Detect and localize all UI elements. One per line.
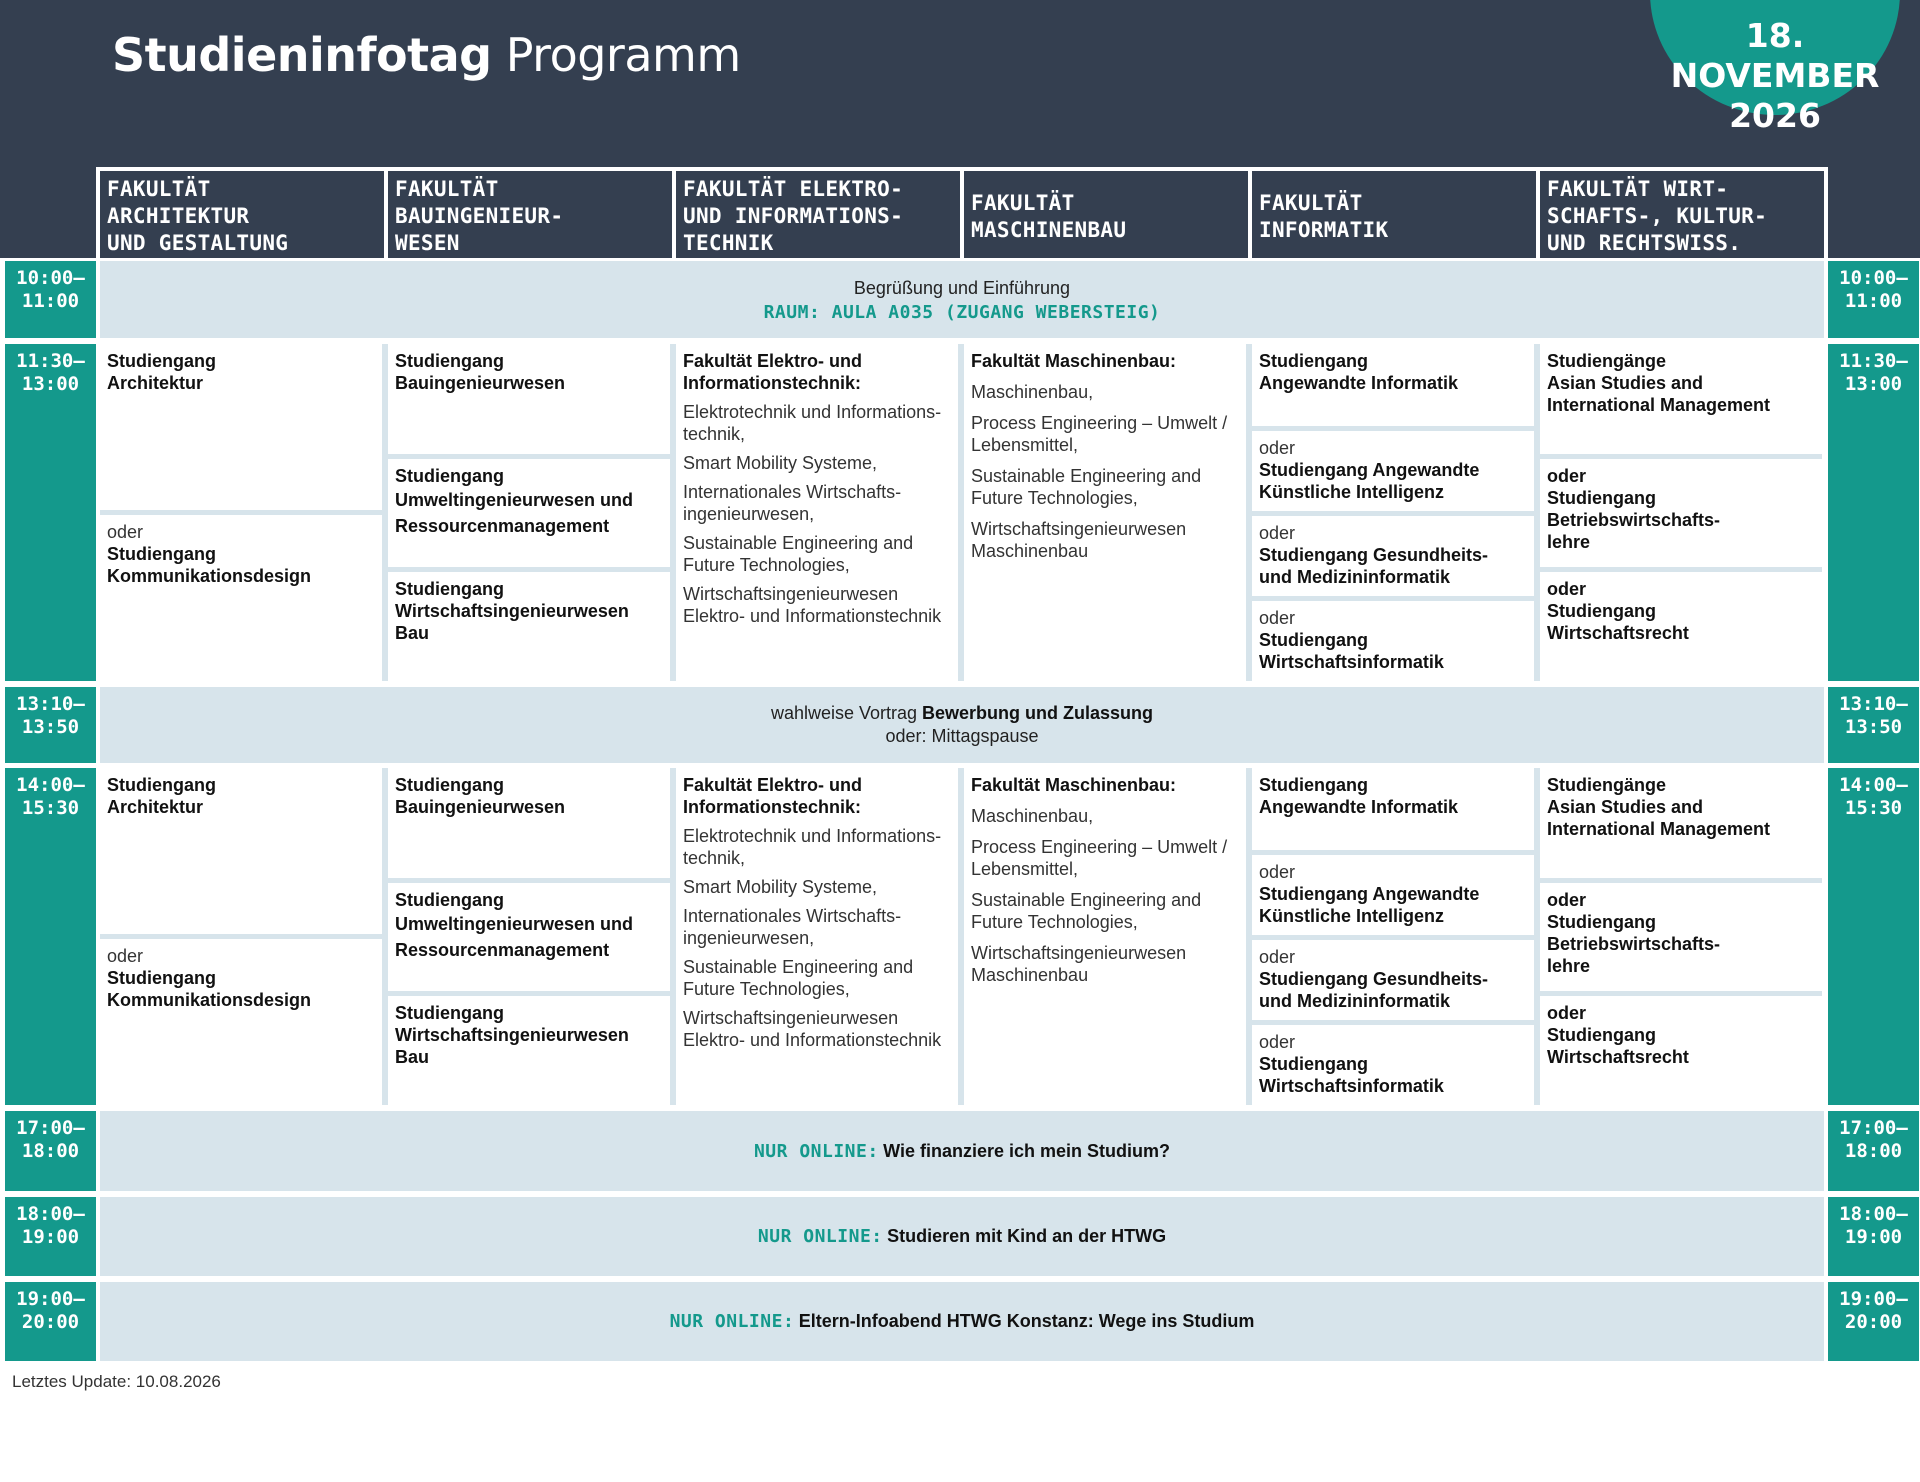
time-slot-line: 13:50 xyxy=(21,716,80,738)
session-title: Studiengang xyxy=(395,466,504,486)
session-betriebswirtschaftslehre xyxy=(1540,459,1822,567)
session-title: Asian Studies and xyxy=(1547,373,1704,393)
time-slot-line: 18:00 xyxy=(1844,1140,1903,1162)
session-wirtschaftsrecht xyxy=(1540,572,1822,681)
session-title: Studiengang xyxy=(1259,630,1368,650)
session-title: Angewandte Informatik xyxy=(1259,373,1459,393)
session-title: Studiengänge xyxy=(1547,351,1667,371)
welcome-text: Begrüßung und Einführung xyxy=(853,277,1071,298)
faculty-name-line: UND RECHTSWISS. xyxy=(1547,231,1742,255)
session-architektur xyxy=(100,768,382,934)
time-slot-line: 14:00– xyxy=(1839,774,1908,796)
time-slot xyxy=(1828,768,1919,1105)
session-umweltingenieurwesen xyxy=(388,883,670,991)
faculty-header xyxy=(672,167,964,258)
session-title: Studiengang xyxy=(1259,775,1368,795)
session-title: und Medizininformatik xyxy=(1259,991,1450,1011)
program-item xyxy=(971,465,1242,509)
faculty-name xyxy=(683,176,903,257)
time-slot xyxy=(5,768,96,1105)
online-band xyxy=(100,1111,1824,1191)
faculty-name-line: FAKULTÄT xyxy=(107,177,211,201)
faculty-name xyxy=(107,176,288,257)
online-band xyxy=(100,1197,1824,1276)
session-elektrotechnik xyxy=(676,344,958,681)
session-title: Studiengang xyxy=(395,579,504,599)
time-slot-line: 13:10– xyxy=(1839,693,1908,715)
session-asian-studies xyxy=(1540,344,1822,454)
faculty-name-line: INFORMATIK xyxy=(1259,217,1389,242)
program-item xyxy=(971,942,1242,986)
program-item xyxy=(683,876,954,898)
time-slot-line: 18:00– xyxy=(16,1203,85,1225)
session-title: Wirtschaftsingenieurwesen xyxy=(395,1025,629,1045)
session-title: Kommunikationsdesign xyxy=(107,566,312,586)
session-title: Wirtschaftsrecht xyxy=(1547,623,1689,643)
welcome-room: RAUM: AULA A035 (ZUGANG WEBERSTEIG) xyxy=(763,301,1161,323)
session-kuenstliche-intelligenz xyxy=(1252,431,1534,511)
session-title: Studiengang Angewandte xyxy=(1259,460,1480,480)
time-slot-line: 17:00– xyxy=(16,1117,85,1139)
time-slot-line: 11:30– xyxy=(1839,350,1908,372)
session-title: Angewandte Informatik xyxy=(1259,797,1459,817)
title-bold: Studieninfotag xyxy=(112,28,492,82)
program-item xyxy=(971,889,1242,933)
session-title: Bau xyxy=(395,623,430,643)
session-bauingenieurwesen xyxy=(388,344,670,454)
session-title: Studiengang xyxy=(1547,912,1656,932)
faculty-name-line: TECHNIK xyxy=(683,231,774,255)
time-slot-line: 15:30 xyxy=(21,797,80,819)
faculty-subtitle: Informationstechnik: xyxy=(683,797,862,817)
time-slot-line: 19:00– xyxy=(16,1288,85,1310)
time-slot-line: 10:00– xyxy=(16,267,85,289)
faculty-name-line: BAUINGENIEUR- xyxy=(395,204,564,228)
program-item-line: Future Technologies, xyxy=(683,555,850,575)
session-title: Wirtschaftsinformatik xyxy=(1259,652,1444,672)
program-item-line: Elektrotechnik und Informations- xyxy=(683,826,942,846)
or-label: oder xyxy=(107,522,144,542)
session-title: International Management xyxy=(1547,395,1771,415)
program-item-line: Elektro- und Informationstechnik xyxy=(683,1030,942,1050)
program-item-line: Future Technologies, xyxy=(683,979,850,999)
program-item-line: ingenieurwesen, xyxy=(683,504,815,524)
time-slot-line: 13:00 xyxy=(1844,373,1903,395)
session-title: Künstliche Intelligenz xyxy=(1259,906,1445,926)
time-slot-line: 19:00 xyxy=(1844,1226,1903,1248)
session-title: Kommunikationsdesign xyxy=(107,990,312,1010)
program-item-line: Wirtschaftsingenieurwesen xyxy=(683,1008,899,1028)
session-title: oder xyxy=(1547,1003,1587,1023)
session-medizininformatik xyxy=(1252,940,1534,1020)
online-label: NUR ONLINE: xyxy=(753,1140,879,1162)
last-update-note: Letztes Update: 10.08.2026 xyxy=(12,1372,221,1391)
program-item-line: Smart Mobility Systeme, xyxy=(683,877,878,897)
welcome-band xyxy=(100,261,1824,338)
program-item-line: ingenieurwesen, xyxy=(683,928,815,948)
time-slot-line: 13:10– xyxy=(16,693,85,715)
program-item xyxy=(971,836,1242,880)
time-slot-line: 19:00 xyxy=(21,1226,80,1248)
time-slot xyxy=(1828,261,1919,338)
faculty-name-line: FAKULTÄT xyxy=(395,177,499,201)
time-slot xyxy=(5,1282,96,1361)
session-kuenstliche-intelligenz xyxy=(1252,855,1534,935)
time-slot xyxy=(1828,344,1919,681)
program-item-line: Process Engineering – Umwelt / xyxy=(971,413,1228,433)
time-slot-line: 11:30– xyxy=(16,350,85,372)
faculty-header xyxy=(1248,167,1540,258)
session-title: Studiengang xyxy=(1547,488,1656,508)
session-title: Bauingenieurwesen xyxy=(395,373,566,393)
session-title: Künstliche Intelligenz xyxy=(1259,482,1445,502)
online-text: Wie finanziere ich mein Studium? xyxy=(883,1140,1171,1161)
time-slot-line: 10:00– xyxy=(1839,267,1908,289)
program-item xyxy=(971,412,1242,456)
lunch-line1 xyxy=(771,702,1153,725)
time-slot-line: 14:00– xyxy=(16,774,85,796)
session-title: Studiengang xyxy=(107,775,216,795)
faculty-subtitle: Fakultät Elektro- und xyxy=(683,775,863,795)
program-item-line: Smart Mobility Systeme, xyxy=(683,453,878,473)
faculty-name-line: FAKULTÄT xyxy=(971,190,1075,215)
faculty-name xyxy=(1547,176,1767,257)
online-line xyxy=(754,1141,1170,1162)
title-light: Programm xyxy=(505,28,741,82)
time-slot xyxy=(5,1111,96,1191)
program-item-line: Sustainable Engineering and xyxy=(683,957,914,977)
session-title: Studiengänge xyxy=(1547,775,1667,795)
session-kommunikationsdesign xyxy=(100,939,382,1105)
time-slot-line: 11:00 xyxy=(1844,290,1903,312)
session-title: oder xyxy=(1547,466,1587,486)
time-slot xyxy=(5,261,96,338)
session-maschinenbau xyxy=(964,768,1246,1105)
session-betriebswirtschaftslehre xyxy=(1540,883,1822,991)
or-label: oder xyxy=(1259,862,1296,882)
faculty-name-line: WESEN xyxy=(395,231,460,255)
program-item-line: Future Technologies, xyxy=(971,488,1138,508)
faculty-name-line: UND INFORMATIONS- xyxy=(683,204,904,228)
faculty-name xyxy=(971,190,1126,244)
faculty-name-line: FAKULTÄT ELEKTRO- xyxy=(683,177,904,201)
session-title: Studiengang xyxy=(395,1003,504,1023)
session-title: Bauingenieurwesen xyxy=(395,797,566,817)
or-label: oder xyxy=(1259,947,1296,967)
session-title: Studiengang xyxy=(395,351,504,371)
time-slot xyxy=(5,344,96,681)
session-elektrotechnik xyxy=(676,768,958,1105)
program-item xyxy=(683,481,954,525)
or-label: oder xyxy=(1259,438,1296,458)
session-angewandte-informatik xyxy=(1252,768,1534,850)
faculty-name-line: UND GESTALTUNG xyxy=(107,231,289,255)
session-title: Studiengang Gesundheits- xyxy=(1259,545,1489,565)
session-title: Wirtschaftsrecht xyxy=(1547,1047,1689,1067)
session-umweltingenieurwesen xyxy=(388,459,670,567)
faculty-subtitle: Fakultät Maschinenbau: xyxy=(971,775,1177,795)
session-kommunikationsdesign xyxy=(100,515,382,681)
time-slot-line: 15:30 xyxy=(1844,797,1903,819)
program-item xyxy=(971,805,1242,827)
program-item-line: Wirtschaftsingenieurwesen xyxy=(971,519,1187,539)
program-item-line: Future Technologies, xyxy=(971,912,1138,932)
lunch-line2: oder: Mittagspause xyxy=(885,726,1039,746)
session-title: Studiengang xyxy=(107,968,216,988)
or-label: oder xyxy=(1259,1032,1296,1052)
program-item xyxy=(683,905,954,949)
time-slot-line: 11:00 xyxy=(21,290,80,312)
or-label: oder xyxy=(1259,608,1296,628)
program-item-line: Maschinenbau, xyxy=(971,806,1094,826)
faculty-subtitle: Informationstechnik: xyxy=(683,373,862,393)
faculty-name xyxy=(395,176,563,257)
session-angewandte-informatik xyxy=(1252,344,1534,426)
faculty-name-line: FAKULTÄT WIRT- xyxy=(1547,177,1729,201)
online-line xyxy=(670,1311,1255,1332)
session-title: Wirtschaftsinformatik xyxy=(1259,1076,1444,1096)
faculty-name-line: FAKULTÄT xyxy=(1259,190,1363,215)
session-title: Ressourcenmanagement xyxy=(395,940,610,960)
session-title: Umweltingenieurwesen und xyxy=(395,490,634,510)
faculty-header xyxy=(1536,167,1828,258)
session-wirtschaftsinformatik xyxy=(1252,1025,1534,1105)
session-title: Studiengang xyxy=(1547,601,1656,621)
time-slot xyxy=(1828,1111,1919,1191)
faculty-subtitle: Fakultät Maschinenbau: xyxy=(971,351,1177,371)
time-slot-line: 20:00 xyxy=(1844,1311,1903,1333)
lunch-band xyxy=(100,687,1824,763)
program-item xyxy=(971,381,1242,403)
session-title: Bau xyxy=(395,1047,430,1067)
program-item-line: technik, xyxy=(683,424,746,444)
program-item-line: Sustainable Engineering and xyxy=(971,890,1202,910)
program-item-line: Maschinenbau xyxy=(971,541,1089,561)
time-slot-line: 17:00– xyxy=(1839,1117,1908,1139)
time-slot xyxy=(1828,1282,1919,1361)
session-wirtschaftsingenieurwesen-bau xyxy=(388,572,670,681)
session-bauingenieurwesen xyxy=(388,768,670,878)
session-title: Studiengang xyxy=(1259,1054,1368,1074)
session-title: Ressourcenmanagement xyxy=(395,516,610,536)
time-slot-line: 13:50 xyxy=(1844,716,1903,738)
session-title: Studiengang Angewandte xyxy=(1259,884,1480,904)
lunch-bold: Bewerbung und Zulassung xyxy=(922,703,1154,723)
time-slot xyxy=(1828,687,1919,763)
session-title: Studiengang xyxy=(1547,1025,1656,1045)
session-title: Architektur xyxy=(107,373,204,393)
program-item-line: Lebensmittel, xyxy=(971,859,1079,879)
session-title: Wirtschaftsingenieurwesen xyxy=(395,601,629,621)
faculty-name-line: SCHAFTS-, KULTUR- xyxy=(1547,204,1768,228)
or-label: oder xyxy=(1259,523,1296,543)
program-item-line: Sustainable Engineering and xyxy=(971,466,1202,486)
date-line2: 2026 xyxy=(1729,96,1821,135)
program-item xyxy=(683,532,954,576)
time-slot-line: 20:00 xyxy=(21,1311,80,1333)
program-item-line: Sustainable Engineering and xyxy=(683,533,914,553)
program-item xyxy=(683,956,954,1000)
online-label: NUR ONLINE: xyxy=(757,1226,883,1247)
session-title: oder xyxy=(1547,890,1587,910)
session-title: Asian Studies and xyxy=(1547,797,1704,817)
session-title: Studiengang xyxy=(395,890,504,910)
session-title: Architektur xyxy=(107,797,204,817)
faculty-header xyxy=(960,167,1252,258)
time-slot xyxy=(5,687,96,763)
faculty-name-line: ARCHITEKTUR xyxy=(107,204,250,228)
online-text: Studieren mit Kind an der HTWG xyxy=(887,1226,1167,1246)
program-item-line: technik, xyxy=(683,848,746,868)
time-slot-line: 19:00– xyxy=(1839,1288,1908,1310)
session-wirtschaftsinformatik xyxy=(1252,601,1534,681)
program-item-line: Wirtschaftsingenieurwesen xyxy=(683,584,899,604)
session-title: Studiengang xyxy=(395,775,504,795)
faculty-name-line: MASCHINENBAU xyxy=(971,217,1127,242)
program-item-line: Maschinenbau, xyxy=(971,382,1094,402)
online-line xyxy=(758,1226,1166,1247)
session-title: oder xyxy=(1547,579,1587,599)
time-slot-line: 18:00– xyxy=(1839,1203,1908,1225)
program-item xyxy=(683,401,954,445)
program-item-line: Elektrotechnik und Informations- xyxy=(683,402,942,422)
time-slot xyxy=(5,1197,96,1276)
online-text: Eltern-Infoabend HTWG Konstanz: Wege ins Studium xyxy=(798,1311,1255,1331)
program-item-line: Internationales Wirtschafts- xyxy=(683,906,902,926)
program-item-line: Lebensmittel, xyxy=(971,435,1079,455)
session-title: lehre xyxy=(1547,532,1591,552)
page-title xyxy=(112,28,741,82)
online-label: NUR ONLINE: xyxy=(669,1311,795,1332)
time-slot-line: 13:00 xyxy=(21,373,80,395)
session-asian-studies xyxy=(1540,768,1822,878)
date-text xyxy=(1650,16,1900,136)
session-wirtschaftsrecht xyxy=(1540,996,1822,1105)
session-title: lehre xyxy=(1547,956,1591,976)
program-item-line: Internationales Wirtschafts- xyxy=(683,482,902,502)
faculty-name xyxy=(1259,190,1388,244)
program-item-line: Wirtschaftsingenieurwesen xyxy=(971,943,1187,963)
session-title: und Medizininformatik xyxy=(1259,567,1450,587)
program-item-line: Elektro- und Informationstechnik xyxy=(683,606,942,626)
lunch-prefix: wahlweise Vortrag xyxy=(770,703,923,723)
or-label: oder xyxy=(107,946,144,966)
session-architektur xyxy=(100,344,382,510)
program-item-line: Process Engineering – Umwelt / xyxy=(971,837,1228,857)
time-slot-line: 18:00 xyxy=(21,1140,80,1162)
session-title: Studiengang xyxy=(107,544,216,564)
session-wirtschaftsingenieurwesen-bau xyxy=(388,996,670,1105)
online-band xyxy=(100,1282,1824,1361)
faculty-header xyxy=(384,167,676,258)
session-title: Betriebswirtschafts- xyxy=(1547,934,1721,954)
date-line1: 18. NOVEMBER xyxy=(1670,16,1880,95)
session-title: Studiengang Gesundheits- xyxy=(1259,969,1489,989)
session-title: Studiengang xyxy=(107,351,216,371)
time-slot xyxy=(1828,1197,1919,1276)
program-item-line: Maschinenbau xyxy=(971,965,1089,985)
program-item xyxy=(683,825,954,869)
session-title: Betriebswirtschafts- xyxy=(1547,510,1721,530)
program-item xyxy=(971,518,1242,562)
session-maschinenbau xyxy=(964,344,1246,681)
program-item xyxy=(683,1007,954,1051)
program-item xyxy=(683,452,954,474)
faculty-header xyxy=(96,167,388,258)
session-title: Umweltingenieurwesen und xyxy=(395,914,634,934)
session-medizininformatik xyxy=(1252,516,1534,596)
faculty-subtitle: Fakultät Elektro- und xyxy=(683,351,863,371)
program-item xyxy=(683,583,954,627)
session-title: Studiengang xyxy=(1259,351,1368,371)
session-title: International Management xyxy=(1547,819,1771,839)
